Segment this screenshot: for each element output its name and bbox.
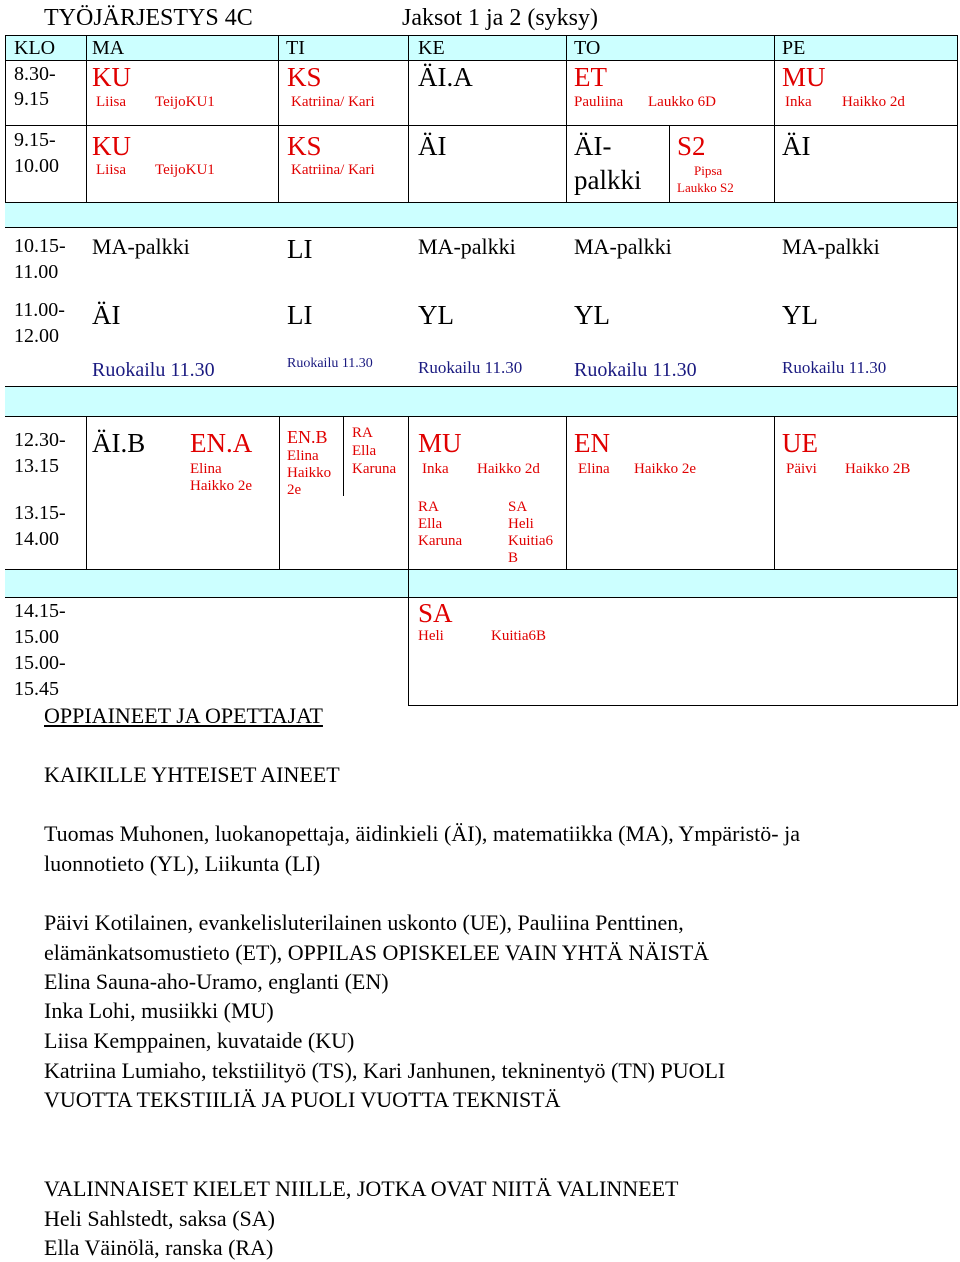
room: B (508, 550, 519, 566)
lesson-ks: KS (287, 62, 322, 92)
time-row1-end: 9.15 (14, 88, 49, 110)
teacher-line: Liisa Kemppainen, kuvataide (KU) (44, 1028, 355, 1053)
header-ti: TI (286, 37, 305, 59)
teacher: Katriina/ Kari (291, 162, 375, 178)
teacher-line: elämänkatsomustieto (ET), OPPILAS OPISKELEE VAIN YHTÄ NÄISTÄ (44, 940, 710, 965)
time-row4-start: 11.00- (14, 299, 65, 321)
room: Kuitia6B (491, 628, 546, 644)
lesson-ku: KU (92, 62, 131, 92)
header-to: TO (574, 37, 601, 59)
teacher-line: Inka Lohi, musiikki (MU) (44, 998, 274, 1023)
lesson-sa: SA (418, 598, 453, 628)
room: Haikko (287, 465, 332, 481)
lesson-ai-palkki: ÄI- (574, 131, 612, 161)
break-band-1 (5, 202, 957, 227)
lesson-en-a: EN.A (190, 428, 253, 458)
lesson-ma-palkki: MA-palkki (782, 234, 880, 259)
teacher: Inka (785, 94, 812, 110)
lunch-note: Ruokailu 11.30 (92, 359, 215, 381)
time-row5b-start: 13.15- (14, 502, 66, 524)
lesson-mu: MU (782, 62, 826, 92)
lesson-li: LI (287, 300, 313, 330)
room: Laukko 6D (648, 94, 716, 110)
time-row5-start: 12.30- (14, 429, 66, 451)
time-row6b-start: 15.00- (14, 652, 66, 674)
time-row6-end: 15.00 (14, 626, 59, 648)
room: 2e (287, 482, 302, 498)
lunch-note: Ruokailu 11.30 (287, 356, 373, 371)
teacher: Ella (352, 443, 377, 459)
teacher: Karuna (352, 461, 397, 477)
lesson-ku: KU (92, 131, 131, 161)
teacher-line: VUOTTA TEKSTIILIÄ JA PUOLI VUOTTA TEKNISTÄ (44, 1087, 561, 1112)
teacher-line: Heli Sahlstedt, saksa (SA) (44, 1206, 275, 1231)
teacher: Inka (422, 461, 449, 477)
lesson-en-b: EN.B (287, 427, 328, 447)
lesson-ai: ÄI (782, 131, 811, 161)
room: TeijoKU1 (155, 94, 215, 110)
lesson-sa: SA (508, 499, 528, 515)
lesson-ks: KS (287, 131, 322, 161)
header-ke: KE (418, 37, 445, 59)
lesson-mu: MU (418, 428, 462, 458)
header-klo: KLO (14, 37, 56, 59)
page-title: TYÖJÄRJESTYS 4C (44, 5, 253, 31)
room: TeijoKU1 (155, 162, 215, 178)
lesson-et: ET (574, 62, 607, 92)
lesson-s2: S2 (677, 131, 706, 161)
elective-languages-heading: VALINNAISET KIELET NIILLE, JOTKA OVAT NIITÄ VALINNEET (44, 1176, 679, 1201)
teacher-line: luonnotieto (YL), Liikunta (LI) (44, 851, 321, 876)
lesson-ai-b: ÄI.B (92, 428, 146, 458)
teacher: Pipsa (694, 163, 723, 178)
room: Haikko 2e (634, 461, 697, 477)
teacher-line: Päivi Kotilainen, evankelisluterilainen uskonto (UE), Pauliina Penttinen, (44, 910, 684, 935)
room: Haikko 2B (845, 461, 911, 477)
lesson-ai-palkki-2: palkki (574, 165, 642, 195)
time-row3-end: 11.00 (14, 261, 59, 283)
lesson-ma-palkki: MA-palkki (92, 234, 190, 259)
time-row2-start: 9.15- (14, 129, 56, 151)
teacher: Katriina/ Kari (291, 94, 375, 110)
room: Kuitia6 (508, 533, 553, 549)
teacher: Karuna (418, 533, 463, 549)
lesson-ue: UE (782, 428, 818, 458)
teacher: Liisa (96, 162, 126, 178)
time-row5-end: 13.15 (14, 455, 59, 477)
teacher-line: Elina Sauna-aho-Uramo, englanti (EN) (44, 969, 389, 994)
lesson-ra: RA (352, 425, 373, 441)
lesson-en: EN (574, 428, 610, 458)
room: Haikko 2d (842, 94, 905, 110)
teacher: Ella (418, 516, 443, 532)
lunch-note: Ruokailu 11.30 (418, 358, 523, 377)
room: Haikko 2d (477, 461, 540, 477)
lunch-note: Ruokailu 11.30 (574, 359, 697, 381)
teacher: Heli (508, 516, 534, 532)
page-subtitle: Jaksot 1 ja 2 (syksy) (402, 5, 598, 31)
room: Laukko S2 (677, 180, 734, 195)
time-row3-start: 10.15- (14, 235, 66, 257)
lesson-ai: ÄI (418, 131, 447, 161)
time-row1-start: 8.30- (14, 63, 56, 85)
time-row6-start: 14.15- (14, 600, 66, 622)
teacher-line: Tuomas Muhonen, luokanopettaja, äidinkieli (ÄI), matematiikka (MA), Ympäristö- ja (44, 821, 800, 846)
break-band-3 (5, 569, 957, 597)
time-row2-end: 10.00 (14, 155, 59, 177)
teacher: Elina (190, 461, 222, 477)
room: Haikko 2e (190, 478, 253, 494)
teacher: Pauliina (574, 94, 624, 110)
teacher-line: Ella Väinölä, ranska (RA) (44, 1235, 274, 1260)
teacher: Elina (578, 461, 610, 477)
lesson-ma-palkki: MA-palkki (574, 234, 672, 259)
teacher: Päivi (786, 461, 817, 477)
lesson-li: LI (287, 234, 313, 264)
section-heading: OPPIAINEET JA OPETTAJAT (44, 703, 323, 728)
lunch-note: Ruokailu 11.30 (782, 358, 887, 377)
lesson-yl: YL (574, 300, 610, 330)
teacher-line: Katriina Lumiaho, tekstiilityö (TS), Kari Janhunen, tekninentyö (TN) PUOLI (44, 1058, 726, 1083)
common-subjects-heading: KAIKILLE YHTEISET AINEET (44, 762, 340, 787)
teacher: Elina (287, 448, 319, 464)
break-band-2 (5, 386, 957, 416)
lesson-ma-palkki: MA-palkki (418, 234, 516, 259)
header-pe: PE (782, 37, 806, 59)
lesson-ai: ÄI (92, 300, 121, 330)
time-row6b-end: 15.45 (14, 678, 59, 700)
lesson-ai-a: ÄI.A (418, 62, 473, 92)
teacher: Liisa (96, 94, 126, 110)
header-ma: MA (92, 37, 125, 59)
time-row4-end: 12.00 (14, 325, 59, 347)
lesson-ra: RA (418, 499, 439, 515)
teacher: Heli (418, 628, 444, 644)
header-band (5, 36, 957, 60)
lesson-yl: YL (418, 300, 454, 330)
lesson-yl: YL (782, 300, 818, 330)
time-row5b-end: 14.00 (14, 528, 59, 550)
